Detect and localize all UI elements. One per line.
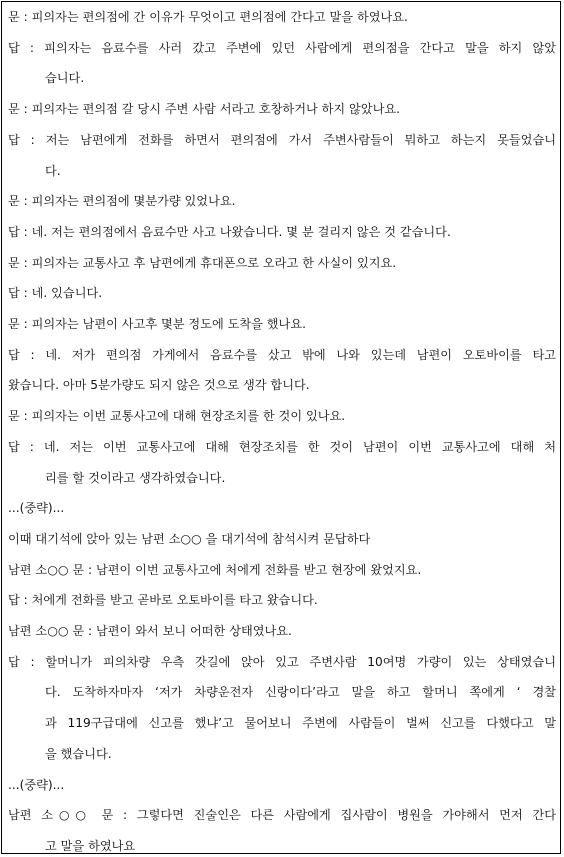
transcript-line: 답 : 피의자는 음료수를 사러 갔고 주변에 있던 사람에게 편의점을 간다고 말을 하지 않았 — [8, 40, 556, 55]
transcript-line: 고 말을 하였나요 — [45, 838, 136, 853]
transcript-line: 문 : 피의자는 남편이 사고후 몇분 정도에 도착을 했나요. — [8, 317, 306, 331]
transcript-line: 문 : 피의자는 이번 교통사고에 대해 현장조치를 한 것이 있나요. — [8, 409, 346, 424]
transcript-line: 다. — [45, 163, 61, 178]
transcript-line: 문 : 피의자는 편의점 갈 당시 주변 사람 서라고 호창하거나 하지 않았나요. — [8, 102, 401, 117]
transcript-line: 문 : 피의자는 편의점에 몇분가량 있었나요. — [8, 194, 236, 209]
transcript-line: 이때 대기석에 앉아 있는 남편 소○○ 을 대기석에 참석시켜 문답하다 — [8, 531, 371, 546]
transcript-line: 답 : 처에게 전화를 받고 곧바로 오토바이를 타고 왔습니다. — [8, 593, 318, 608]
transcript-line: 리를 할 것이라고 생각하였습니다. — [45, 470, 226, 485]
transcript-line: 답 : 저는 남편에게 전화를 하면서 편의점에 가서 주변사람들이 뭐하고 하는지 못들었습니 — [8, 132, 556, 147]
transcript-line: 습니다. — [45, 71, 85, 86]
transcript-line: 문 : 피의자는 교통사고 후 남편에게 휴대폰으로 오라고 한 사실이 있지요. — [8, 255, 397, 270]
transcript-line: 답 : 네. 저는 편의점에서 음료수만 사고 나왔습니다. 몇 분 걸리지 않은 것 같습니다. — [8, 224, 451, 239]
transcript-line: 남편 소○○ 문 : 그렇다면 진술인은 다른 사람에게 집사람이 병원을 가야해서 먼저 간다 — [8, 808, 556, 823]
transcript-line: 문 : 피의자는 편의점에 간 이유가 무엇이고 편의점에 간다고 말을 하였나요. — [8, 10, 408, 24]
transcript-line: 답 : 네. 저가 편의점 가게에서 음료수를 샀고 밖에 나와 있는데 남편이 오토바이를 타고 — [8, 347, 556, 362]
transcript-line: 남편 소○○ 문 : 남편이 이번 교통사고에 처에게 전화를 받고 현장에 왔었지요. — [8, 562, 422, 577]
transcript-line: 답 : 할머니가 피의차량 우측 갓길에 앉아 있고 주변사람 10여명 가량이 있는 상태였습니 — [8, 654, 556, 669]
transcript-line: 다. 도착하자마자 ‘저가 차량운전자 신랑이다’라고 말을 하고 할머니 쪽에게 ‘ 경찰 — [45, 685, 556, 700]
transcript-line: 답 : 네. 있습니다. — [8, 286, 103, 301]
transcript-line: 답 : 네. 저는 이번 교통사고에 대해 현장조치를 한 것이 남편이 이번 교통사고에 대해 처 — [8, 439, 556, 454]
transcript-line: 과 119구급대에 신고를 했냐’고 물어보니 주변에 사람들이 벌써 신고를 다했다고 말 — [45, 716, 556, 731]
transcript-line: ...(중략)... — [8, 777, 65, 792]
transcript-line: 남편 소○○ 문 : 남편이 와서 보니 어떠한 상태였나요. — [8, 624, 292, 638]
transcript-line: 을 했습니다. — [45, 746, 112, 761]
transcript-line: 왔습니다. 아마 5분가량도 되지 않은 것으로 생각 합니다. — [8, 378, 310, 393]
transcript-line: ...(중략)... — [8, 501, 65, 516]
transcript-frame — [1, 1, 561, 854]
